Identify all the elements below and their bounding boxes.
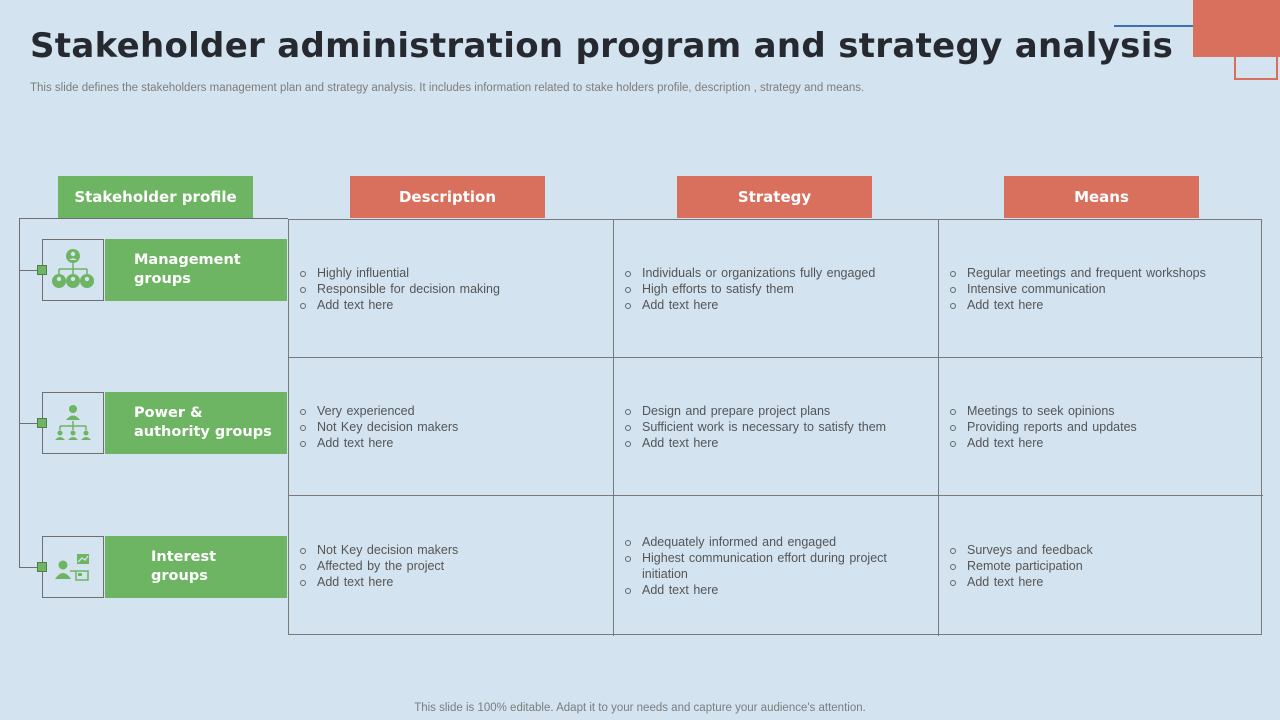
list-item: Add text here	[624, 582, 928, 598]
group-label-line1: Power &	[134, 405, 203, 421]
table-cell-means	[939, 496, 1263, 636]
list-item: Remote participation	[949, 558, 1093, 574]
list-item: Adequately informed and engaged	[624, 534, 928, 550]
list-item: Very experienced	[299, 403, 458, 419]
table-cell-description	[289, 358, 614, 496]
bullet-list	[949, 403, 1137, 451]
list-item: Design and prepare project plans	[624, 403, 886, 419]
list-item: Add text here	[299, 435, 458, 451]
hierarchy-icon	[53, 403, 93, 443]
list-item: Add text here	[299, 297, 500, 313]
interest-groups-icon-box	[42, 536, 104, 598]
list-item: Surveys and feedback	[949, 542, 1093, 558]
group-label-line1: Management	[134, 252, 241, 268]
group-management	[105, 239, 287, 301]
list-item: Add text here	[624, 297, 875, 313]
decor-red-block	[1193, 0, 1280, 57]
bullet-list	[299, 403, 458, 451]
bullet-list	[299, 265, 500, 313]
group-power-authority	[105, 392, 287, 454]
table-cell-description	[289, 220, 614, 358]
list-item: Sufficient work is necessary to satisfy them	[624, 419, 886, 435]
power-groups-icon-box	[42, 392, 104, 454]
strategy-table	[288, 219, 1262, 635]
table-cell-means	[939, 220, 1263, 358]
header-strategy: Strategy	[677, 176, 872, 218]
list-item: Not Key decision makers	[299, 419, 458, 435]
group-label-line2: authority groups	[134, 424, 272, 440]
list-item: Individuals or organizations fully engaged	[624, 265, 875, 281]
list-item: Affected by the project	[299, 558, 458, 574]
list-item: Providing reports and updates	[949, 419, 1137, 435]
connector-node	[37, 265, 47, 275]
org-chart-icon	[50, 247, 96, 293]
header-description: Description	[350, 176, 545, 218]
presentation-icon	[53, 547, 93, 587]
list-item: Regular meetings and frequent workshops	[949, 265, 1206, 281]
list-item: Intensive communication	[949, 281, 1206, 297]
list-item: Add text here	[949, 574, 1093, 590]
bullet-list	[949, 542, 1093, 590]
management-groups-icon-box	[42, 239, 104, 301]
table-cell-description	[289, 496, 614, 636]
footer-note: This slide is 100% editable. Adapt it to your needs and capture your audience's attention.	[414, 702, 866, 714]
list-item: Highly influential	[299, 265, 500, 281]
list-item: Meetings to seek opinions	[949, 403, 1137, 419]
list-item: Add text here	[624, 435, 886, 451]
group-label-line2: groups	[151, 568, 208, 584]
list-item: Responsible for decision making	[299, 281, 500, 297]
connector-node	[37, 418, 47, 428]
bullet-list	[624, 265, 875, 313]
connector-node	[37, 562, 47, 572]
list-item: Add text here	[949, 297, 1206, 313]
list-item: Add text here	[949, 435, 1137, 451]
group-label-line1: Interest	[151, 549, 217, 565]
list-item: High efforts to satisfy them	[624, 281, 875, 297]
bullet-list	[624, 403, 886, 451]
group-interest	[105, 536, 287, 598]
decor-red-outline	[1234, 57, 1278, 80]
table-cell-strategy	[614, 358, 939, 496]
bullet-list	[624, 534, 928, 598]
bullet-list	[949, 265, 1206, 313]
table-cell-strategy	[614, 220, 939, 358]
page-title: Stakeholder administration program and strategy analysis	[30, 26, 1174, 66]
bullet-list	[299, 542, 458, 590]
list-item: Not Key decision makers	[299, 542, 458, 558]
page-subtitle: This slide defines the stakeholders management plan and strategy analysis. It includes information related to stake holders profile, description , strategy and means.	[30, 82, 865, 94]
table-cell-means	[939, 358, 1263, 496]
list-item: Highest communication effort during project initiation	[624, 550, 928, 582]
header-stakeholder-profile: Stakeholder profile	[58, 176, 253, 218]
group-label-line2: groups	[134, 271, 191, 287]
header-means: Means	[1004, 176, 1199, 218]
list-item: Add text here	[299, 574, 458, 590]
table-cell-strategy	[614, 496, 939, 636]
